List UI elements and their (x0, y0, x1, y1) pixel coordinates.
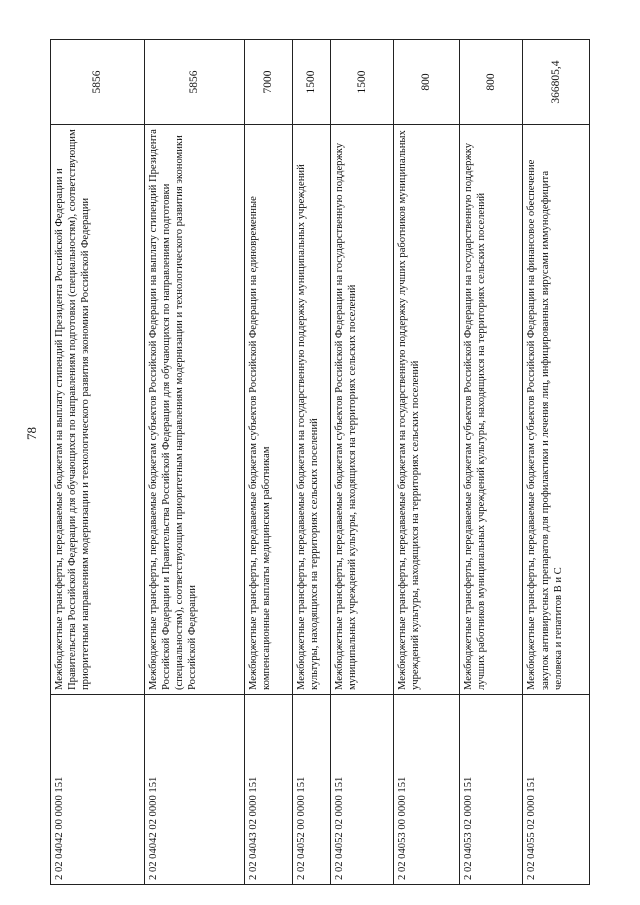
amount: 800 (393, 40, 460, 125)
page-number: 78 (24, 427, 39, 440)
table-row (330, 40, 393, 885)
budget-code: 2 02 04055 02 0000 151 (523, 695, 590, 885)
table-row (393, 40, 460, 885)
transfer-description: Межбюджетные трансферты, передаваемые бюджетам на государственную поддержку лучших работников муниципальных учреждений культуры, находящихся на территориях сельских поселений (393, 125, 460, 695)
budget-code: 2 02 04042 00 0000 151 (51, 695, 145, 885)
amount: 7000 (244, 40, 292, 125)
amount: 5856 (51, 40, 145, 125)
budget-code: 2 02 04052 00 0000 151 (292, 695, 330, 885)
budget-code: 2 02 04042 02 0000 151 (145, 695, 245, 885)
amount: 800 (460, 40, 523, 125)
table-row (244, 40, 292, 885)
table-row (523, 40, 590, 885)
transfer-description: Межбюджетные трансферты, передаваемые бюджетам на выплату стипендий Президента Российской Федерации и Правительства Российской Федерации для обучающихся по направлениям подготовки (специальностям), соответствующим приоритетным направлениям модернизации и технологического развития экономики Российской Федерации (51, 125, 145, 695)
amount: 1500 (292, 40, 330, 125)
table-row (51, 40, 145, 885)
budget-code: 2 02 04043 02 0000 151 (244, 695, 292, 885)
transfer-description: Межбюджетные трансферты, передаваемые бюджетам субъектов Российской Федерации на финансовое обеспечение закупок антивирусных препаратов для профилактики и лечения лиц, инфицированных вирусами иммунодефицита человека и гепатитов В и С (523, 125, 590, 695)
transfer-description: Межбюджетные трансферты, передаваемые бюджетам субъектов Российской Федерации на государственную поддержку лучших работников муниципальных учреждений культуры, находящихся на территориях сельских поселений (460, 125, 523, 695)
budget-code: 2 02 04052 02 0000 151 (330, 695, 393, 885)
transfer-description: Межбюджетные трансферты, передаваемые бюджетам субъектов Российской Федерации на единовременные компенсационные выплаты медицинским работникам (244, 125, 292, 695)
table-row (145, 40, 245, 885)
amount: 366805,4 (523, 40, 590, 125)
transfer-description: Межбюджетные трансферты, передаваемые бюджетам на государственную поддержку муниципальных учреждений культуры, находящихся на территориях сельских поселений (292, 125, 330, 695)
table-row (460, 40, 523, 885)
amount: 5856 (145, 40, 245, 125)
budget-code: 2 02 04053 00 0000 151 (393, 695, 460, 885)
budget-table (50, 39, 590, 885)
budget-table-rotated (50, 40, 590, 885)
transfer-description: Межбюджетные трансферты, передаваемые бюджетам субъектов Российской Федерации на выплату стипендий Президента Российской Федерации и Правительства Российской Федерации для обучающихся по направлениям подготовки (специальностям), соответствующим приоритетным направлениям модернизации и технологического развития экономики Российской Федерации (145, 125, 245, 695)
budget-code: 2 02 04053 02 0000 151 (460, 695, 523, 885)
table-row (292, 40, 330, 885)
transfer-description: Межбюджетные трансферты, передаваемые бюджетам субъектов Российской Федерации на государственную поддержку муниципальных учреждений культуры, находящихся на территориях сельских поселений (330, 125, 393, 695)
amount: 1500 (330, 40, 393, 125)
